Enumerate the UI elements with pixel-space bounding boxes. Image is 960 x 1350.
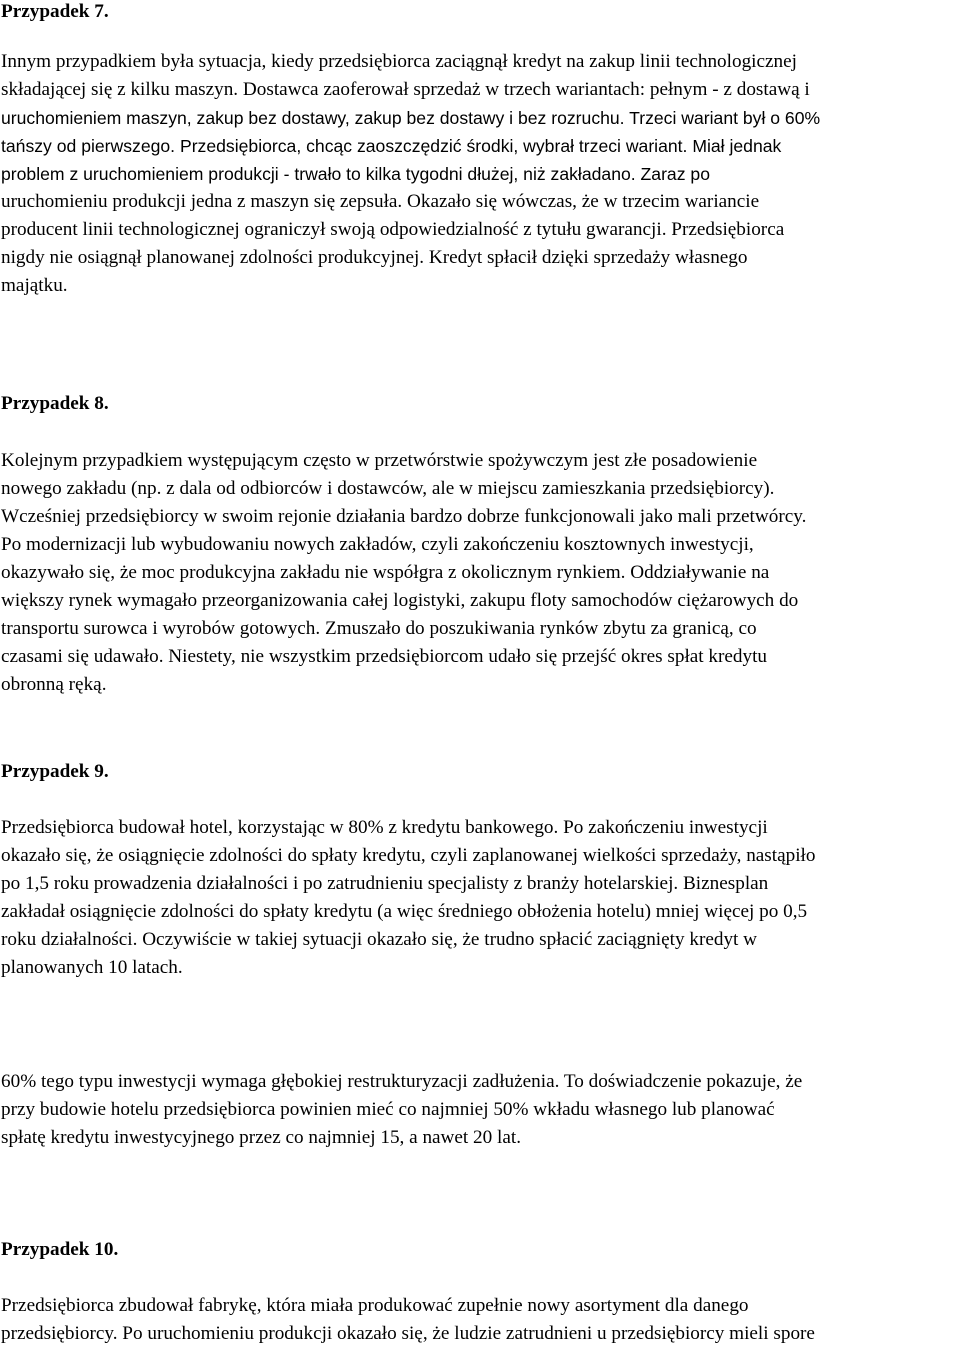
- section-paragraph-case-9-note: [1, 1068, 802, 1152]
- text-line: roku działalności. Oczywiście w takiej sytuacji okazało się, że trudno spłacić zaciągnięty kredyt w: [1, 929, 758, 950]
- text-line: Przedsiębiorca budował hotel, korzystając w 80% z kredytu bankowego. Po zakończeniu inwestycji: [1, 817, 768, 838]
- text-line: nigdy nie osiągnął planowanej zdolności produkcyjnej. Kredyt spłacił dzięki sprzedaży własnego: [1, 247, 748, 268]
- text-line: 60% tego typu inwestycji wymaga głębokiej restrukturyzacji zadłużenia. To doświadczenie pokazuje, że: [1, 1071, 803, 1092]
- text-line: Innym przypadkiem była sytuacja, kiedy przedsiębiorca zaciągnął kredyt na zakup linii technologicznej: [1, 51, 797, 72]
- section-paragraph-case-9: [1, 814, 815, 982]
- text-line: nowego zakładu (np. z dala od odbiorców i dostawców, ale w miejscu zamieszkania przedsiębiorcy).: [1, 478, 775, 499]
- text-line: uruchomieniem maszyn, zakup bez dostawy, zakup bez dostawy i bez rozruchu. Trzeci wariant był o 60%: [1, 108, 821, 128]
- text-line: po 1,5 roku prowadzenia działalności i po zatrudnieniu specjalisty z branży hotelarskiej. Biznesplan: [1, 873, 769, 894]
- text-line: obronną ręką.: [1, 674, 107, 695]
- text-line: tańszy od pierwszego. Przedsiębiorca, chcąc zaoszczędzić środki, wybrał trzeci wariant. Miał jednak: [1, 136, 782, 156]
- text-line: Kolejnym przypadkiem występującym często w przetwórstwie spożywczym jest złe posadowienie: [1, 450, 758, 471]
- text-line: Przedsiębiorca zbudował fabrykę, która miała produkować zupełnie nowy asortyment dla danego: [1, 1295, 749, 1316]
- text-line: transportu surowca i wyrobów gotowych. Zmuszało do poszukiwania rynków zbytu za granicą, co: [1, 618, 757, 639]
- section-heading-case-10: Przypadek 10.: [1, 1239, 119, 1260]
- section-paragraph-case-7: [1, 48, 820, 300]
- section-heading-case-7: Przypadek 7.: [1, 1, 109, 22]
- text-line: spłatę kredytu inwestycyjnego przez co najmniej 15, a nawet 20 lat.: [1, 1127, 522, 1148]
- section-paragraph-case-10: [1, 1292, 815, 1348]
- text-line: przedsiębiorcy. Po uruchomieniu produkcji okazało się, że ludzie zatrudnieni u przedsiębiorcy mieli spore: [1, 1323, 815, 1344]
- text-line: zakładał osiągnięcie zdolności do spłaty kredytu (a więc średniego obłożenia hotelu) mniej więcej po 0,5: [1, 901, 808, 922]
- text-line: składającej się z kilku maszyn. Dostawca zaoferował sprzedaż w trzech wariantach: pełnym - z dostawą i: [1, 79, 810, 100]
- text-line: planowanych 10 latach.: [1, 957, 183, 978]
- text-line: okazało się, że osiągnięcie zdolności do spłaty kredytu, czyli zaplanowanej wielkości sprzedaży, nastąpiło: [1, 845, 816, 866]
- text-line: czasami się udawało. Niestety, nie wszystkim przedsiębiorcom udało się przejść okres spłat kredytu: [1, 646, 768, 667]
- text-line: Wcześniej przedsiębiorcy w swoim rejonie działania bardzo dobrze funkcjonowali jako mali przetwórcy.: [1, 506, 807, 527]
- text-line: problem z uruchomieniem produkcji - trwało to kilka tygodni dłużej, niż zakładano. Zaraz po: [1, 164, 710, 184]
- text-line: przy budowie hotelu przedsiębiorca powinien mieć co najmniej 50% wkładu własnego lub planować: [1, 1099, 775, 1120]
- section-paragraph-case-8: [1, 447, 806, 699]
- section-heading-case-8: Przypadek 8.: [1, 393, 109, 414]
- text-line: majątku.: [1, 275, 68, 296]
- text-line: producent linii technologicznej ograniczył swoją odpowiedzialność z tytułu gwarancji. Przedsiębiorca: [1, 219, 785, 240]
- text-line: uruchomieniu produkcji jedna z maszyn się zepsuła. Okazało się wówczas, że w trzecim wariancie: [1, 191, 760, 212]
- text-line: Po modernizacji lub wybudowaniu nowych zakładów, czyli zakończeniu kosztownych inwestycji,: [1, 534, 754, 555]
- text-line: większy rynek wymagało przeorganizowania całej logistyki, zakupu floty samochodów ciężarowych do: [1, 590, 799, 611]
- section-heading-case-9: Przypadek 9.: [1, 761, 109, 782]
- text-line: okazywało się, że moc produkcyjna zakładu nie współgra z okolicznym rynkiem. Oddziaływanie na: [1, 562, 770, 583]
